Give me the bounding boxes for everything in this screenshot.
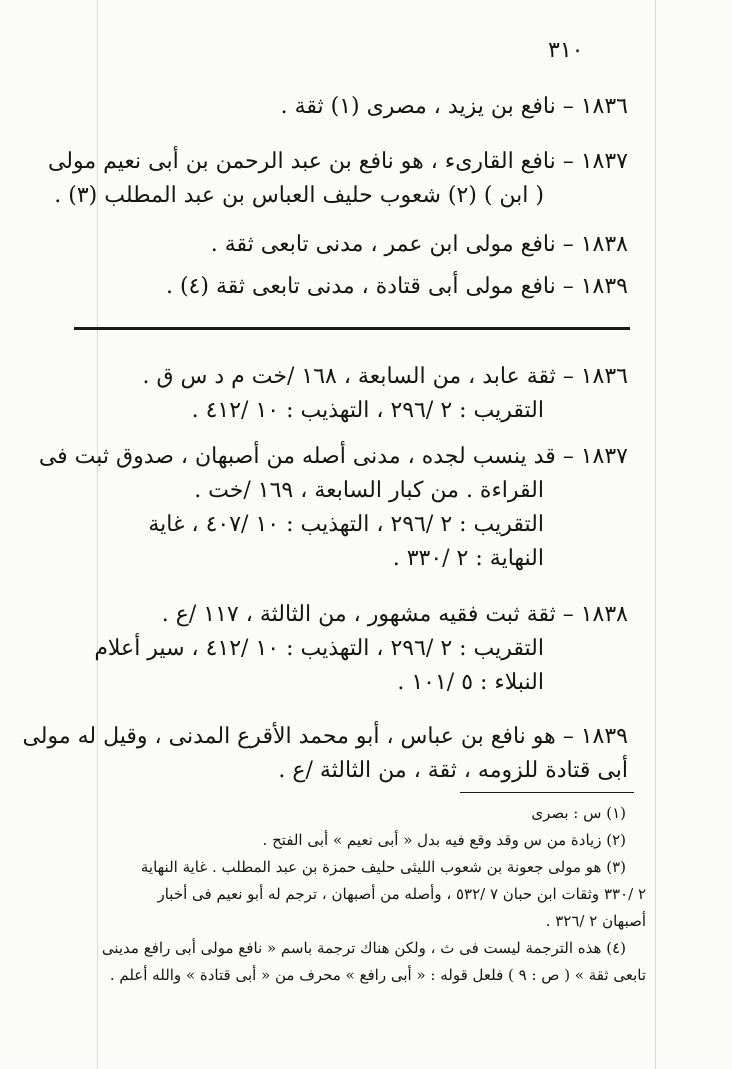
note-1836 — [68, 360, 628, 428]
entry-1839 — [68, 270, 628, 304]
note-line: ١٨٣٦ – ثقة عابد ، من السابعة ، ١٦٨ /خت م د س ق . — [142, 364, 628, 389]
entry-line: ١٨٣٨ – نافع مولى ابن عمر ، مدنى تابعى ثقة . — [210, 232, 628, 257]
footnotes — [66, 800, 646, 989]
entry-line: ( ابن ) (٢) شعوب حليف العباس بن عبد المطلب (٣) . — [54, 183, 544, 208]
entry-1836 — [68, 90, 628, 124]
note-line: التقريب : ٢ /٢٩٦ ، التهذيب : ١٠ /٤٠٧ ، غاية — [148, 512, 544, 537]
note-1838 — [68, 598, 628, 700]
note-line: القراءة . من كبار السابعة ، ١٦٩ /خت . — [194, 478, 544, 503]
entry-line: ١٨٣٦ – نافع بن يزيد ، مصرى (١) ثقة . — [280, 94, 628, 119]
entry-1838 — [68, 228, 628, 262]
page-number: ٣١٠ — [548, 38, 584, 63]
note-line: التقريب : ٢ /٢٩٦ ، التهذيب : ١٠ /٤١٢ ، سير أعلام — [94, 636, 544, 661]
entry-line: ١٨٣٩ – نافع مولى أبى قتادة ، مدنى تابعى ثقة (٤) . — [165, 274, 628, 299]
note-line: النهاية : ٢ /٣٣٠ . — [392, 546, 544, 571]
entry-line: ١٨٣٧ – نافع القارىء ، هو نافع بن عبد الرحمن بن أبى نعيم مولى — [47, 149, 628, 174]
note-1837 — [38, 440, 628, 576]
footnote-3-continued: ٢ /٣٣٠ وثقات ابن حبان ٧ /٥٣٢ ، وأصله من أصبهان ، ترجم له أبو نعيم فى أخبار — [157, 885, 646, 903]
entry-1837 — [47, 145, 628, 213]
note-line: ١٨٣٩ – هو نافع بن عباس ، أبو محمد الأقرع المدنى ، وقيل له مولى — [22, 724, 628, 749]
footnote-4-continued: تابعى ثقة » ( ص : ٩ ) فلعل قوله : « أبى رافع » محرف من « أبى قتادة » والله أعلم . — [109, 966, 646, 984]
footnote-3-continued: أصبهان ٢ /٣٢٦ . — [545, 912, 646, 930]
footnote-4: (٤) هذه الترجمة ليست فى ث ، ولكن هناك ترجمة باسم « نافع مولى أبى رافع مدينى — [101, 939, 626, 957]
footnote-1: (١) س : بصرى — [531, 804, 626, 822]
scan-fold-line — [655, 0, 656, 1069]
note-1839 — [22, 720, 628, 788]
footnote-2: (٢) زيادة من س وقد وقع فيه بدل « أبى نعيم » أبى الفتح . — [262, 831, 626, 849]
note-line: التقريب : ٢ /٢٩٦ ، التهذيب : ١٠ /٤١٢ . — [191, 398, 544, 423]
note-line: ١٨٣٨ – ثقة ثبت فقيه مشهور ، من الثالثة ، ١١٧ /ع . — [161, 602, 628, 627]
footnote-divider — [460, 792, 634, 793]
note-line: النبلاء : ٥ /١٠١ . — [397, 670, 544, 695]
footnote-3: (٣) هو مولى جعونة بن شعوب الليثى حليف حمزة بن عبد المطلب . غاية النهاية — [140, 858, 626, 876]
section-divider — [74, 327, 630, 330]
note-line: ١٨٣٧ – قد ينسب لجده ، مدنى أصله من أصبهان ، صدوق ثبت فى — [38, 444, 628, 469]
note-line: أبى قتادة للزومه ، ثقة ، من الثالثة /ع . — [278, 758, 628, 783]
